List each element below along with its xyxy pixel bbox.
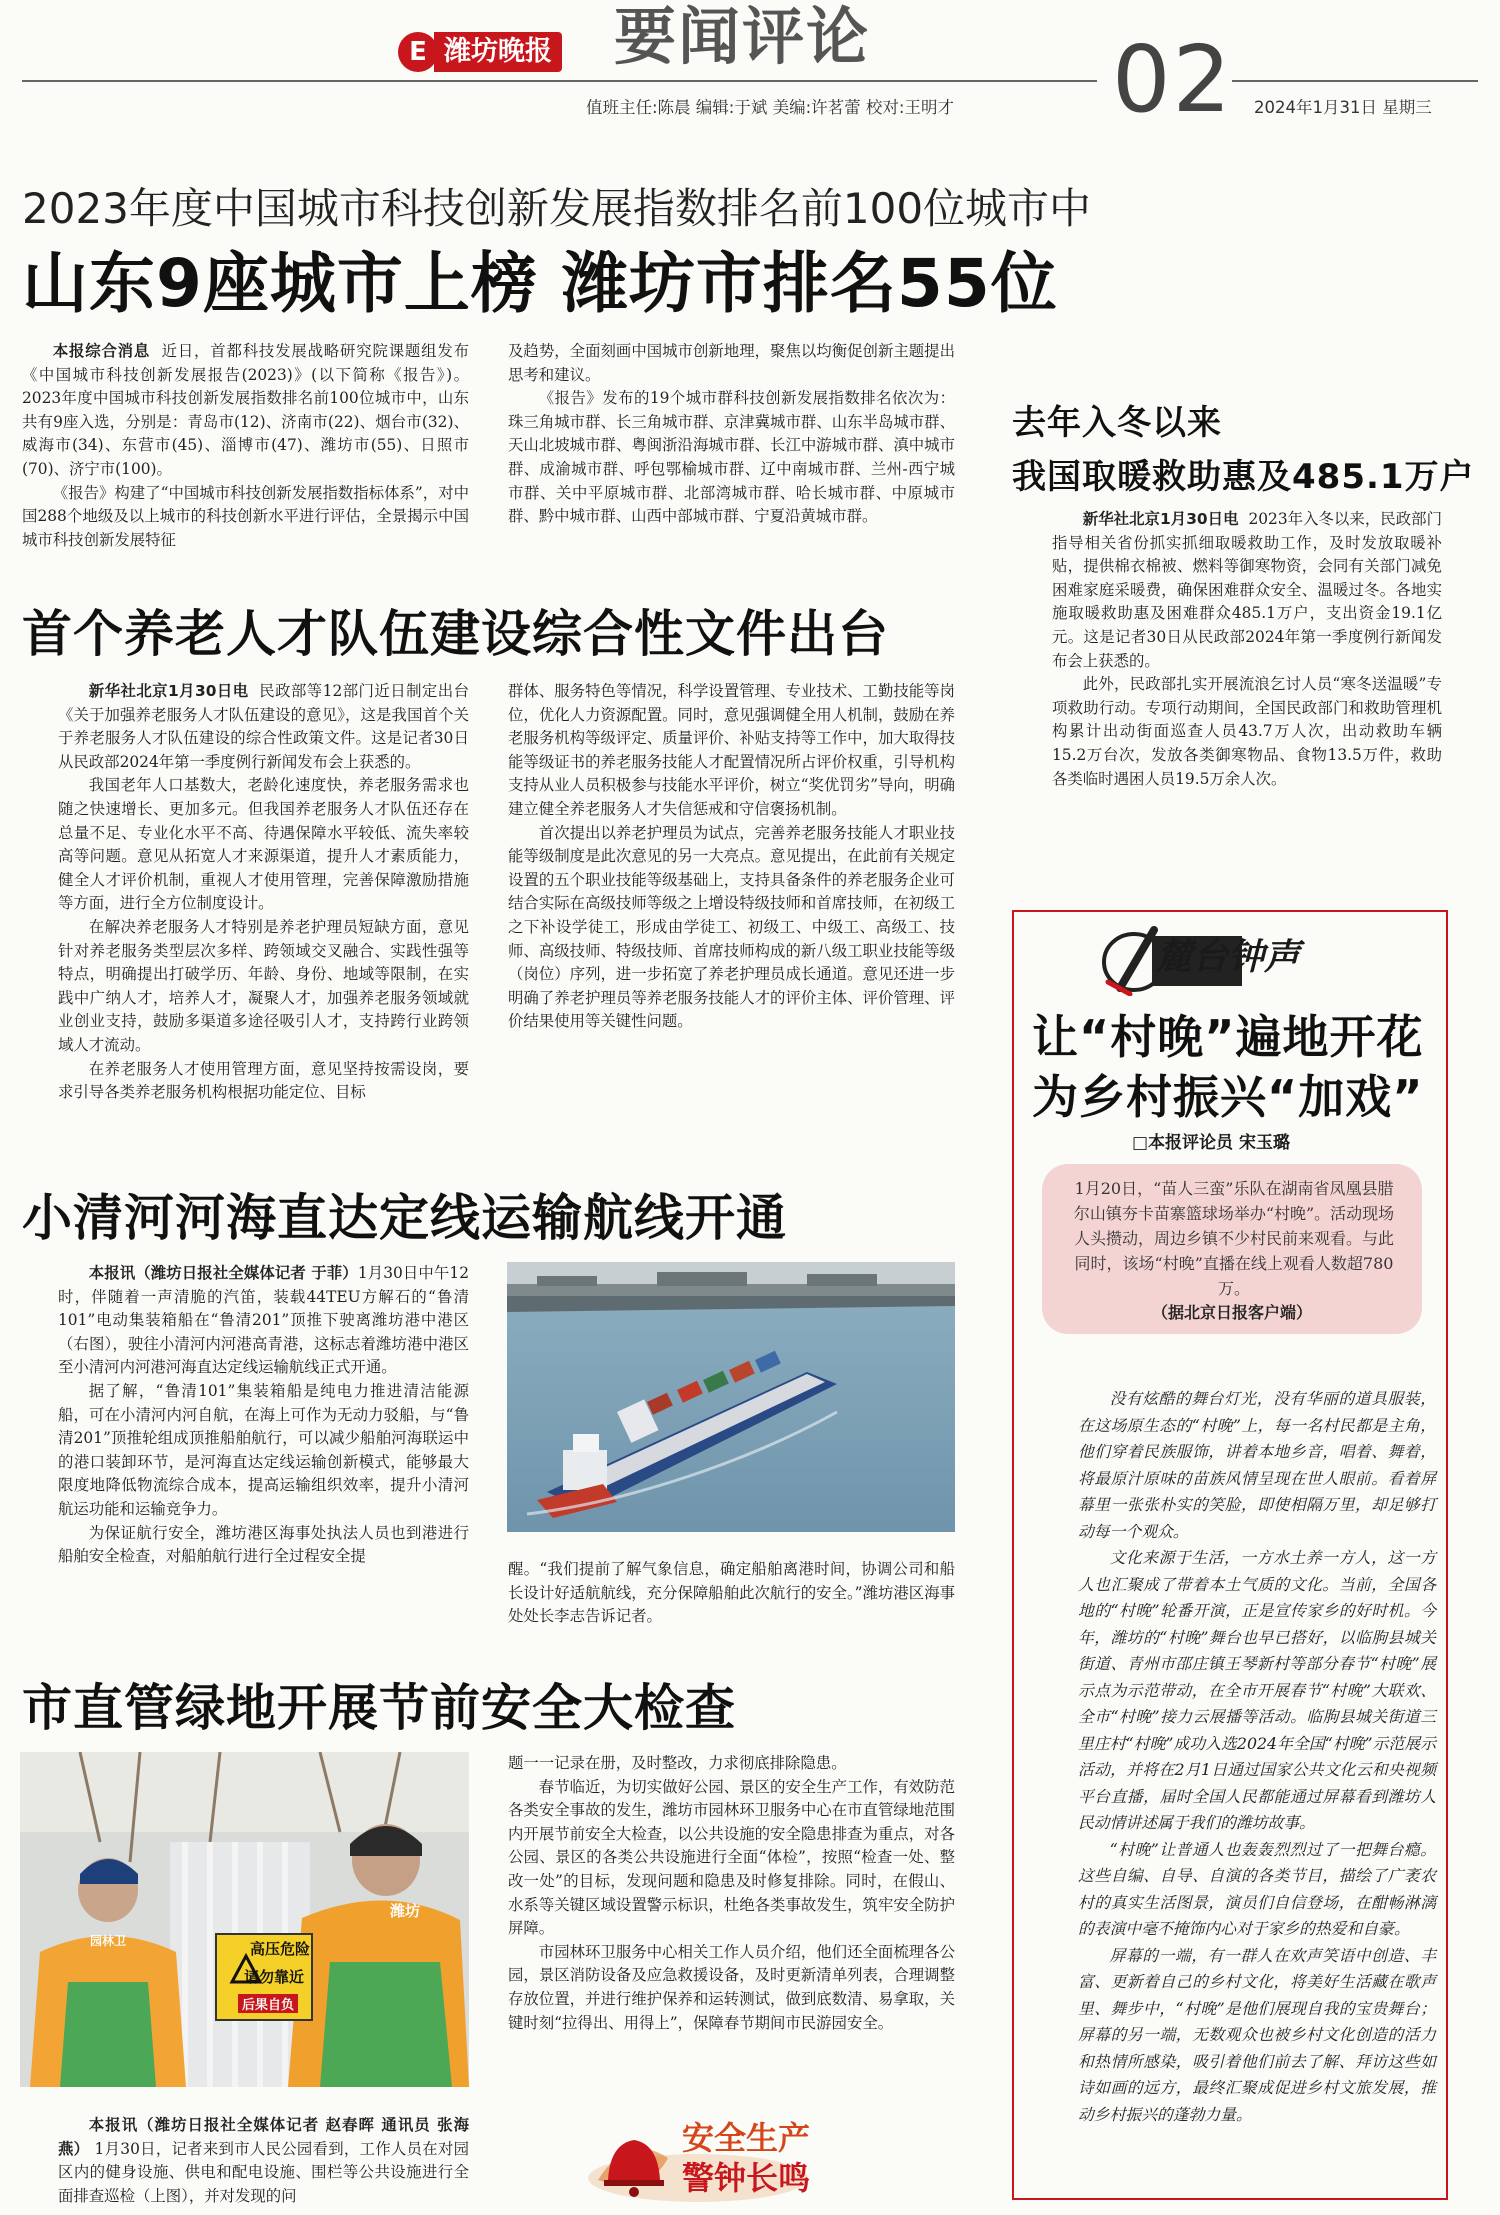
column-p2: 文化来源于生活，一方水土养一方人，这一方人也汇聚成了带着本土气质的文化。当前，全国各地的“村晚”轮番开演，正是宣传家乡的好时机。今年，潍坊的“村晚”舞台也早已搭好，以临朐县城关街道、青州市邵庄镇王琴新村等部分春节“村晚”展示点为示范带动，在全市开展春节“村晚”大联欢、全市“村晚”接力云展播等活动。临朐县城关街道三里庄村“村晚”成功入选2024年全国“村晚”示范展示活动，并将在2月1日通过国家公共文化云和央视频平台直播，届时全国人民都能通过屏幕看到潍坊人民动情讲述属于我们的潍坊故事。 xyxy=(1078,1548,1436,1832)
safety-banner xyxy=(578,2118,890,2204)
article1-lead: 本报综合消息 xyxy=(52,342,151,360)
article2-p4: 在养老服务人才使用管理方面，意见坚持按需设岗，要求引导各类养老服务机构根据功能定位、目标 xyxy=(58,1059,469,1102)
column-badge xyxy=(1100,922,1370,996)
article3-p2: 据了解，“鲁清101”集装箱船是纯电力推进清洁能源船，可在小清河内河自航，在海上可作为无动力驳船，与“鲁清201”顶推轮组成顶推船舶航行，可以减少船舶河海联运中的港口装卸环节，是河海直达定线运输创新模式，能够最大限度地降低物流综合成本，提高运输组织效率，提升小清河航运功能和运输竞争力。 xyxy=(58,1381,469,1518)
article2-lead: 新华社北京1月30日电 xyxy=(88,682,249,700)
column-byline: □本报评论员 宋玉璐 xyxy=(1132,1133,1290,1153)
masthead-rule-left xyxy=(22,80,1097,82)
article2-title: 首个养老人才队伍建设综合性文件出台 xyxy=(22,605,889,663)
vest-text: 潍坊 xyxy=(390,1902,421,1920)
column-title-line1: 让“村晚”遍地开花 xyxy=(1032,1010,1424,1064)
vest-text-left: 园林卫 xyxy=(90,1934,127,1948)
column-badge-text: 麓台钟声 xyxy=(1156,937,1301,978)
article3-p4: 醒。“我们提前了解气象信息，确定船舶离港时间，协调公司和船长设计好适航航线，充分保障船舶此次航行的安全。”潍坊港区海事处处长李志告诉记者。 xyxy=(508,1560,955,1626)
article5-title-line1: 去年入冬以来 xyxy=(1012,403,1222,443)
ship-photo xyxy=(507,1262,955,1532)
logo-text: 潍坊晚报 xyxy=(434,32,562,72)
article4-p4: 市园林环卫服务中心相关工作人员介绍，他们还全面梳理各公园，景区消防设备及应急救援设备，及时更新清单列表，合理调整存放位置，并进行维护保养和运转测试，做到底数清、易拿取，关键时刻“拉得出、用得上”，保障春节期间市民游园安全。 xyxy=(508,1942,955,2032)
banner-line2: 警钟长鸣 xyxy=(682,2159,811,2197)
article1-kicker: 2023年度中国城市科技创新发展指数排名前100位城市中 xyxy=(22,184,1092,233)
issue-date: 2024年1月31日 星期三 xyxy=(1254,98,1432,117)
column-title-line2: 为乡村振兴“加戏” xyxy=(1032,1070,1424,1124)
article2-col1 xyxy=(58,680,469,1105)
sign-text-bottom: 后果自负 xyxy=(238,1994,298,2013)
article3-p1: 1月30日中午12时，伴随着一声清脆的汽笛，装载44TEU方解石的“鲁清101”电动集装箱船在“鲁清201”顶推下驶离潍坊港中港区（右图），驶往小清河内河港高青港，这标志着潍坊港中港区至小清河内河港河海直达定线运输航线正式开通。 xyxy=(58,1264,470,1377)
article3-title: 小清河河海直达定线运输航线开通 xyxy=(22,1189,787,1247)
article3-p3: 为保证航行安全，潍坊港区海事处执法人员也到港进行船舶安全检查，对船舶航行进行全过程安全提 xyxy=(58,1523,469,1566)
article1-col2 xyxy=(508,340,955,529)
column-quote-source: （据北京日报客户端） xyxy=(1151,1303,1312,1322)
column-p3: “村晚”让普通人也轰轰烈烈过了一把舞台瘾。这些自编、自导、自演的各类节目，描绘了广袤农村的真实生活图景，演员们自信登场，在酣畅淋漓的表演中毫不掩饰内心对于家乡的热爱和自豪。 xyxy=(1078,1839,1436,1938)
sign-text-mid: 请勿靠近 xyxy=(244,1968,305,1986)
logo-mark-icon: E xyxy=(398,32,438,72)
article4-p2: 题一一记录在册，及时整改，力求彻底排除隐患。 xyxy=(508,1754,847,1772)
article1-p3: 及趋势，全面刻画中国城市创新地理，聚焦以均衡促创新主题提出思考和建议。 xyxy=(508,342,955,384)
banner-line1: 安全生产 xyxy=(682,2119,811,2157)
masthead-rule-right xyxy=(1232,80,1478,82)
article4-lead: 本报讯（潍坊日报社全媒体记者 赵春晖 通讯员 张海燕） xyxy=(58,2116,469,2158)
commentary-column xyxy=(1012,910,1448,2200)
section-name: 要闻评论 xyxy=(614,0,871,73)
inspection-photo xyxy=(20,1752,469,2087)
article4-title: 市直管绿地开展节前安全大检查 xyxy=(22,1679,736,1737)
article1-col1 xyxy=(22,340,469,552)
article5-p1: 2023年入冬以来，民政部门指导相关省份抓实抓细取暖救助工作，及时发放取暖补贴，提供棉衣棉被、燃料等御寒物资，会同有关部门减免困难家庭采暖费，确保困难群众安全、温暖过冬。各地实施取暖救助惠及困难群众485.1万户，支出资金19.1亿元。这是记者30日从民政部2024年第一季度例行新闻发布会上获悉的。 xyxy=(1052,510,1442,670)
column-body xyxy=(1078,1386,1436,2128)
article5-p2: 此外，民政部扎实开展流浪乞讨人员“寒冬送温暖”专项救助行动。专项行动期间，全国民政部门和救助管理机构累计出动街面巡查人员43.7万人次，出动救助车辆15.2万台次，发放各类御寒物品、食物13.5万件，救助各类临时遇困人员19.5万余人次。 xyxy=(1052,675,1442,788)
article2-p3: 在解决养老服务人才特别是养老护理员短缺方面，意见针对养老服务类型层次多样、跨领域交叉融合、实践性强等特点，明确提出打破学历、年龄、身份、地域等限制，在实践中广纳人才，培养人才，凝聚人才，加强养老服务领域就业创业支持，鼓励多渠道多途径吸引人才，支持跨行业跨领域人才流动。 xyxy=(58,917,469,1054)
column-quote-box xyxy=(1042,1164,1422,1334)
article4-p1: 1月30日，记者来到市人民公园看到，工作人员在对园区内的健身设施、供电和配电设施、围栏等公共设施进行全面排查巡检（上图），并对发现的问 xyxy=(58,2139,469,2205)
column-p1: 没有炫酷的舞台灯光，没有华丽的道具服装，在这场原生态的“村晚”上，每一名村民都是主角，他们穿着民族服饰，讲着本地乡音，唱着、舞着，将最原汁原味的苗族风情呈现在世人眼前。看着屏幕里一张张朴实的笑脸，即使相隔万里，却足够打动每一个观众。 xyxy=(1078,1389,1436,1541)
article1-p1: 近日，首都科技发展战略研究院课题组发布《中国城市科技创新发展报告(2023)》(以下简称《报告》)。2023年度中国城市科技创新发展指数排名前100位城市中，山东共有9座入选，分别是：青岛市(12)、济南市(22)、烟台市(32)、威海市(34)、东营市(45)、淄博市(47)、潍坊市(55)、日照市(70)、济宁市(100)。 xyxy=(22,342,469,478)
ship-photo-graphic xyxy=(507,1262,955,1532)
article2-p1: 民政部等12部门近日制定出台《关于加强养老服务人才队伍建设的意见》，这是我国首个关于养老服务人才队伍建设的综合性政策文件。这是记者30日从民政部2024年第一季度例行新闻发布会上获悉的。 xyxy=(58,682,469,771)
article5-body xyxy=(1052,508,1442,791)
article3-col1 xyxy=(58,1262,469,1569)
article3-lead: 本报讯（潍坊日报社全媒体记者 于菲） xyxy=(88,1264,358,1282)
article1-p2: 《报告》构建了“中国城市科技创新发展指数指标体系”，对中国288个地级及以上城市的科技创新水平进行评估，全景揭示中国城市科技创新发展特征 xyxy=(22,483,469,549)
sign-text-top: 高压危险 xyxy=(250,1940,311,1958)
article4-p3: 春节临近，为切实做好公园、景区的安全生产工作，有效防范各类安全事故的发生，潍坊市园林环卫服务中心在市直管绿地范围内开展节前安全大检查，以公共设施的安全隐患排查为重点，对各公园、景区的各类公共设施进行全面“体检”，按照“检查一处、整改一处”的目标，发现问题和隐患及时修复排除。同时，在假山、水系等关键区域设置警示标识，杜绝各类事故发生，筑牢安全防护屏障。 xyxy=(508,1777,955,1938)
article3-col2 xyxy=(508,1558,955,1629)
article1-p4: 《报告》发布的19个城市群科技创新发展指数排名依次为：珠三角城市群、长三角城市群、京津冀城市群、山东半岛城市群、天山北坡城市群、粤闽浙沿海城市群、长江中游城市群、滇中城市群、成渝城市群、呼包鄂榆城市群、辽中南城市群、兰州-西宁城市群、关中平原城市群、北部湾城市群、哈长城市群、中原城市群、黔中城市群、山西中部城市群、宁夏沿黄城市群。 xyxy=(508,389,955,526)
column-quote: 1月20日，“苗人三蛮”乐队在湖南省凤凰县腊尔山镇夯卡苗寨篮球场举办“村晚”。活动现场人头攒动，周边乡镇不少村民前来观看。与此同时，该场“村晚”直播在线上观看人数超780万。 xyxy=(1073,1179,1395,1298)
credits: 值班主任:陈晨 编辑:于斌 美编:许茗蕾 校对:王明才 xyxy=(586,98,954,117)
article2-p6: 首次提出以养老护理员为试点，完善养老服务技能人才职业技能等级制度是此次意见的另一大亮点。意见提出，在此前有关规定设置的五个职业技能等级基础上，支持具备条件的养老服务企业可结合实际在高级技师等级之上增设特级技师和首席技师，在初级工之下补设学徒工，形成由学徒工、初级工、中级工、高级工、技师、高级技师、特级技师、首席技师构成的新八级工职业技能等级（岗位）序列，进一步拓宽了养老护理员成长通道。意见还进一步明确了养老护理员等养老服务技能人才的评价主体、评价管理、评价结果使用等关键性问题。 xyxy=(508,823,955,1031)
article4-col2 xyxy=(508,1752,955,2035)
article2-col2 xyxy=(508,680,955,1034)
page-number: 02 xyxy=(1112,26,1234,133)
article4-col1 xyxy=(58,2114,469,2208)
article2-p5: 群体、服务特色等情况，科学设置管理、专业技术、工勤技能等岗位，优化人力资源配置。同时，意见强调健全用人机制，鼓励在养老服务机构等级评定、质量评价、补贴支持等工作中，加大取得技能等级证书的养老服务技能人才配置情况所占评价权重，引导机构支持从业人员积极参与技能水平评价，树立“奖优罚劣”导向，明确建立健全养老服务人才失信惩戒和守信褒扬机制。 xyxy=(508,682,955,818)
article5-lead: 新华社北京1月30日电 xyxy=(1082,510,1239,528)
article1-title: 山东9座城市上榜 潍坊市排名55位 xyxy=(22,245,1058,322)
column-p4: 屏幕的一端，有一群人在欢声笑语中创造、丰富、更新着自己的乡村文化，将美好生活藏在歌声里、舞步中，“村晚”是他们展现自我的宝贵舞台；屏幕的另一端，无数观众也被乡村文化创造的活力和热情所感染，吸引着他们前去了解、拜访这些如诗如画的远方，最终汇聚成促进乡村文旅发展，推动乡村振兴的蓬勃力量。 xyxy=(1078,1945,1436,2124)
article2-p2: 我国老年人口基数大，老龄化速度快，养老服务需求也随之快速增长、更加多元。但我国养老服务人才队伍还存在总量不足、专业化水平不高、待遇保障水平较低、流失率较高等问题。意见从拓宽人才来源渠道，提升人才素质能力，健全人才评价机制，重视人才使用管理，完善保障激励措施等方面，进行全方位制度设计。 xyxy=(58,776,469,913)
article5-title-line2: 我国取暖救助惠及485.1万户 xyxy=(1012,457,1475,497)
